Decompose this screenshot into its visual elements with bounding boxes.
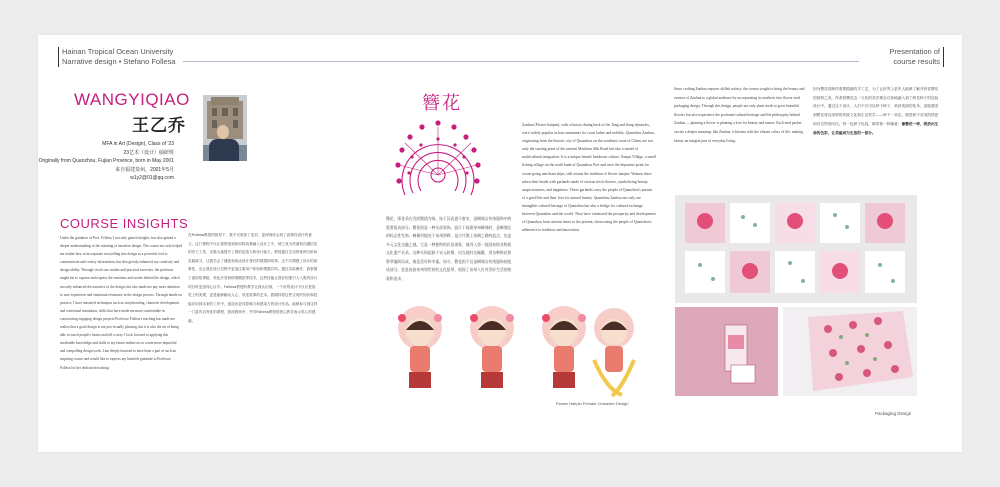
header-right-line1: Presentation of bbox=[889, 47, 940, 56]
packaging-text-en: Since crafting Zanhua requires skilled artistry, the creator sought to bring the beauty and essence of Zanhua to a global audience by incorporating its aesthetic into flower seed packaging design. Through this design, people not only plant seeds to grow beautiful flowers but also experience the profound cultural heritage and life philosophy behind Zanhua — planting a flower is planting a love for beauty and nature. Each seed packet carries a deeper meaning: like Zanhua, it blooms with the vibrant colors of life, making beauty an integral part of everyday living. bbox=[674, 87, 805, 143]
university-name: Hainan Tropical Ocean University bbox=[62, 47, 174, 56]
origin-line-cn: 来自福建泉州，2001年5月 bbox=[115, 166, 174, 173]
packaging-text-cn bbox=[813, 85, 941, 137]
hairpin-title: 簪花 bbox=[422, 93, 462, 114]
course-insights-text-en: Under the guidance of Prof. Follesa, I not only gained insights, but also gained a deeper understanding of the meaning of narrative design. The course not only helped me realize how to incorporate storytelling into design as a powerful tool to communicate and convey information, but also greatly enhanced my creativity and design ability. Through vivid case studies and practical exercises, the professor taught me to capture and express the emotions and stories behind the design, which not only enhanced the narrative of the design, but also made me pay more attention to user experience and emotional resonance in the design process. Through hands-on practice, I have mastered techniques such as storyboarding, character development, and contextual simulation, skills that have made me more comfortable in constructing engaging design projects.Professor Follesa's teaching has made me realize that a good design is not just visually pleasing, but it is also the art of being able to touch people's hearts and tell a story. I look forward to applying this invaluable knowledge and skills to my future endeavors to create more impactful and compelling design work. I am deeply honored to have been a part of such an inspiring course and would like to express my heartfelt gratitude to Professor Follesa for her dedicated teaching. bbox=[60, 236, 182, 370]
header-right-line2: course results bbox=[893, 57, 940, 66]
student-body bbox=[209, 139, 239, 161]
student-photo bbox=[203, 95, 247, 161]
course-subtitle: Narrative design • Stefano Follesa bbox=[62, 57, 176, 66]
student-name-en: WANGYIQIAO bbox=[74, 90, 190, 109]
character-2 bbox=[470, 306, 514, 388]
profile-info bbox=[39, 140, 174, 183]
header-divider bbox=[183, 61, 859, 62]
magazine-spread bbox=[38, 35, 962, 452]
seed-packet-layout-image bbox=[675, 195, 917, 303]
origin-line: Originally from Quanzhou, Fujian Province, born in May 2001 bbox=[38, 158, 174, 164]
hairpin-ornament-icon bbox=[393, 113, 483, 205]
character-3 bbox=[542, 306, 586, 388]
student-face bbox=[217, 125, 229, 139]
degree-line-cn: 23艺术（设计）硕研班 bbox=[123, 149, 174, 156]
course-insights-text-cn: 在Follesa教授的指导下，我不仅收获了见识，更深刻体会到了叙事性设计的意义。这门课程不仅让我领悟到如何将故事融入设计之中，使之成为传递和沟通信息的有力工具，还极大地提升了我的创造力和设计能力。教授通过生动的案例分析和实践练习，让我学会了捕捉和表达设计背后的情感和故事，这不仅增强了设计的叙事性，也让我在设计过程中更加注重用户体验和情感共鸣。通过实际操作，我掌握了诸如故事板、角色开发和情境模拟等技术，这些技能让我在构建引人入胜的设计项目时更加得心应手。Follesa教授的教学让我认识到，一个好的设计不仅仅是视觉上的美观，更是能够触动人心、讲述故事的艺术。我期待将这些宝贵的知识和技能应用到未来的工作中，创造出更具影响力和感染力的设计作品。能够参与到这样一门富有启发性的课程，我深感荣幸，并对Follesa教授的悉心教导表示衷心的感谢。 bbox=[188, 233, 318, 323]
hairpin-text-cn: 簪花，即花朵在发间簪插为饰，始于汉而盛于唐宋，是蟳埔女传统服饰中的重要组成部分。簪花围是一种头部装饰，流行于福建泉州蟳埔村，是蟳埔女的标志性发饰。蟳埔村地处于泉州湾畔，是古代海上丝绸之路的起点，也是多元文化交融之地。它是一种独特的民俗现象，被列入第一批国家级非物质文化遗产名录。这种头饰起源于宋元时期，由当地妇女佩戴，用各种鲜花和香草编织而成，寓意美好和幸福。如今，簪花围不仅是蟳埔女传统服饰的组成部分，更是连接泉州和世界的文化纽带，展现了泉州人民对美好生活的热爱和追求。 bbox=[386, 216, 512, 281]
characters-caption: Flower Hairpin Female Character Design bbox=[556, 401, 629, 406]
packaging-fabric-image bbox=[783, 307, 917, 396]
header-left bbox=[58, 47, 176, 67]
character-1 bbox=[398, 306, 442, 388]
degree-line: MFA in Art (Design), Class of '23 bbox=[102, 141, 174, 147]
hairpin-text-en: Zanhua (Flower hairpin), with a history dating back to the Tang and Song dynasties, were widely popular as hair ornaments for court ladies and nobility. Quanzhou Zanhua, originating from the historic city of Quanzhou on the southeast coast of China, are not only the starting point of the ancient Maritime Silk Road but also a model of multicultural integration. It is a unique female headwear culture, Xunpu Village, a small fishing village on the north bank of Quanzhou Port and once the departure point for ocean-going merchant ships, still retains the tradition of flower hairpin. Women there adorn their heads with garlands made of various fresh flowers, symbolizing beauty, auspiciousness, and happiness. These garlands carry the people of Quanzhou's pursuit of a good life and their love for natural beauty. Quanzhou Zanhua not only are intangible cultural heritage of Quanzhou but also a bridge for cultural exchange between Quanzhou and the world. They have witnessed the prosperity and development of Quanzhou from ancient times to the present, showcasing the people of Quanzhou's adherence to tradition and innovation. bbox=[522, 123, 656, 233]
email-line: w1y2@01@qq.com bbox=[130, 175, 174, 181]
course-insights-title: COURSE INSIGHTS bbox=[60, 216, 189, 231]
seed-packets-illustration bbox=[675, 195, 917, 303]
packaging-text-cn-bold: 像簪花一样，绽放出生命的色彩，让美丽成为生活的一部分。 bbox=[813, 121, 939, 135]
packaging-caption: Packaging Design bbox=[875, 411, 912, 416]
character-4 bbox=[594, 308, 634, 396]
header-right bbox=[890, 47, 944, 67]
fabric-pattern-illustration bbox=[783, 307, 917, 396]
gift-box-illustration bbox=[675, 307, 778, 396]
packaging-box-image bbox=[675, 307, 778, 396]
packaging-text-cn-body: 因为簪花的制作需要精湛的手工艺，为了让世界上更多人能够了解并欣赏簪花的独特之美，作者将簪花这一文化的美学理念巧妙地融入到了鲜花种子的包装设计中。通过这个设计，人们不仅可以种下种子，收获美丽的花朵，更能感受到簪花背后深厚的传统文化和生活哲学——种下一朵花，便是种下对美的热爱和对自然的向往。每一包种子包装，都带着一种寓意： bbox=[813, 87, 939, 126]
character-illustrations bbox=[382, 300, 637, 400]
student-name-cn: 王乙乔 bbox=[132, 116, 186, 136]
